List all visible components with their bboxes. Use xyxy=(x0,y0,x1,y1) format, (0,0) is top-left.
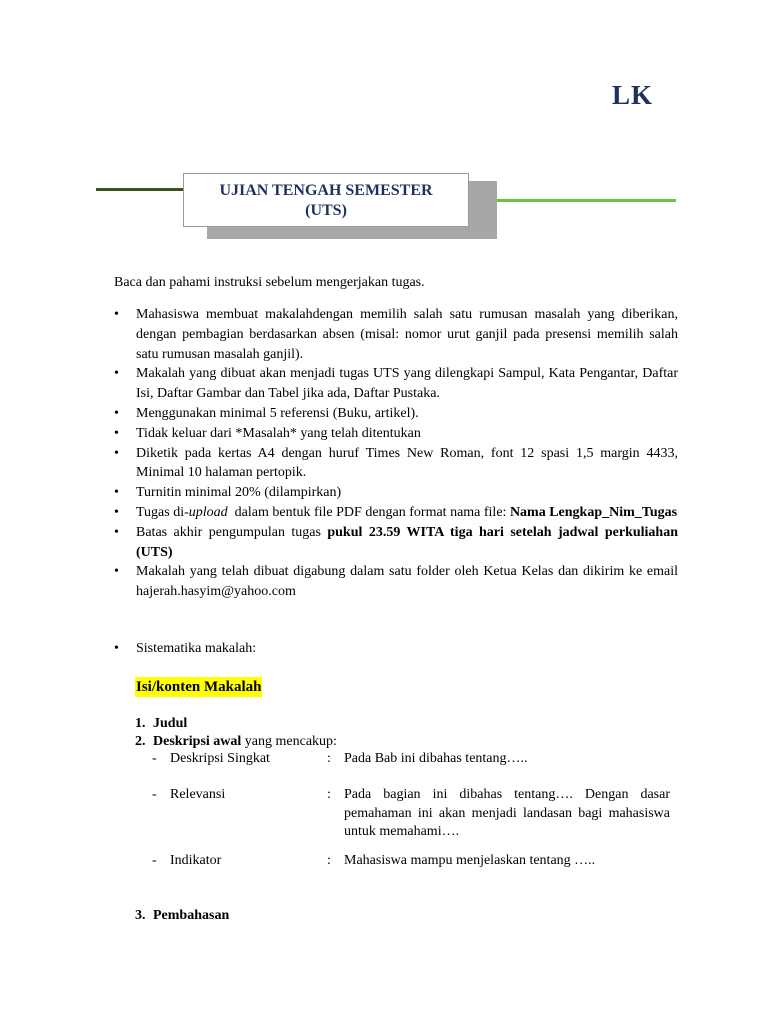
row-colon: : xyxy=(327,787,331,802)
outline-label: Deskripsi awal xyxy=(153,734,242,749)
row-colon: : xyxy=(327,853,331,868)
row-colon: : xyxy=(327,751,331,766)
instruction-item xyxy=(114,404,678,424)
instruction-item xyxy=(114,483,678,503)
outline-suffix: yang mencakup: xyxy=(241,734,337,749)
instruction-text: dalam bentuk file PDF dengan format nama file: xyxy=(227,504,510,520)
instruction-italic: upload xyxy=(188,504,228,520)
instruction-text: Tidak keluar dari *Masalah* yang telah ditentukan xyxy=(136,425,421,441)
instruction-list xyxy=(114,305,678,602)
title-line-2: (UTS) xyxy=(305,202,347,219)
outline-item-1 xyxy=(135,714,187,733)
instruction-text: Tugas di- xyxy=(136,504,189,520)
outline-number: 3. xyxy=(135,908,146,923)
instruction-text: Batas akhir pengumpulan tugas xyxy=(136,524,328,540)
intro-text: Baca dan pahami instruksi sebelum mengerjakan tugas. xyxy=(114,275,425,290)
instruction-text: Diketik pada kertas A4 dengan huruf Times New Roman, font 12 spasi 1,5 margin 4433, Minimal 10 halaman pertopik. xyxy=(136,445,678,481)
instruction-text: Makalah yang telah dibuat digabung dalam satu folder oleh Ketua Kelas dan dikirim ke email hajerah.hasyim@yahoo.com xyxy=(136,564,678,600)
instruction-item xyxy=(114,523,678,563)
instruction-item xyxy=(114,444,678,484)
instruction-item xyxy=(114,305,678,364)
row-label: Indikator xyxy=(170,853,222,868)
lk-label: LK xyxy=(612,80,654,110)
title-box xyxy=(183,173,469,227)
instruction-bold: Nama Lengkap_Nim_Tugas xyxy=(509,504,678,520)
outline-label: Pembahasan xyxy=(153,908,230,923)
instruction-item xyxy=(114,562,678,602)
row-value: Pada Bab ini dibahas tentang….. xyxy=(344,751,528,766)
outline-item-2 xyxy=(135,732,337,751)
row-label: Relevansi xyxy=(170,787,226,802)
instruction-bold: pukul 23.59 WITA tiga hari setelah jadwal perkuliahan (UTS) xyxy=(136,524,678,560)
sistematika-item: • Sistematika makalah: xyxy=(114,639,256,658)
instruction-text: Makalah yang dibuat akan menjadi tugas UTS yang dilengkapi Sampul, Kata Pengantar, Daftar Isi, Daftar Gambar dan Tabel jika ada, Daftar Pustaka. xyxy=(136,366,678,402)
row-dash: - xyxy=(152,853,157,868)
decorative-rule-right xyxy=(496,199,676,202)
instruction-text: Turnitin minimal 20% (dilampirkan) xyxy=(136,485,342,501)
instruction-item xyxy=(114,364,678,404)
instruction-text: Mahasiswa membuat makalahdengan memilih salah satu rumusan masalah yang diberikan, dengan pembagian berdasarkan absen (misal: nomor urut ganjil pada presensi memilih salah satu rumusan masalah ganjil). xyxy=(136,307,678,362)
section-heading-highlighted: Isi/konten Makalah xyxy=(136,679,262,695)
instruction-item xyxy=(114,424,678,444)
row-label: Deskripsi Singkat xyxy=(170,751,270,766)
outline-label: Judul xyxy=(153,716,188,731)
outline-number: 1. xyxy=(135,716,146,731)
instruction-item xyxy=(114,503,678,523)
row-dash: - xyxy=(152,751,157,766)
title-line-1: UJIAN TENGAH SEMESTER xyxy=(219,182,433,199)
outline-item-3 xyxy=(135,906,229,925)
row-value: Pada bagian ini dibahas tentang…. Dengan dasar pemahaman ini akan menjadi landasan bagi mahasiswa untuk memahami…. xyxy=(344,787,670,839)
outline-number: 2. xyxy=(135,734,146,749)
decorative-rule-left xyxy=(96,188,186,191)
row-value: Mahasiswa mampu menjelaskan tentang ….. xyxy=(344,853,596,868)
row-dash: - xyxy=(152,787,157,802)
instruction-text: Menggunakan minimal 5 referensi (Buku, artikel). xyxy=(136,405,419,421)
